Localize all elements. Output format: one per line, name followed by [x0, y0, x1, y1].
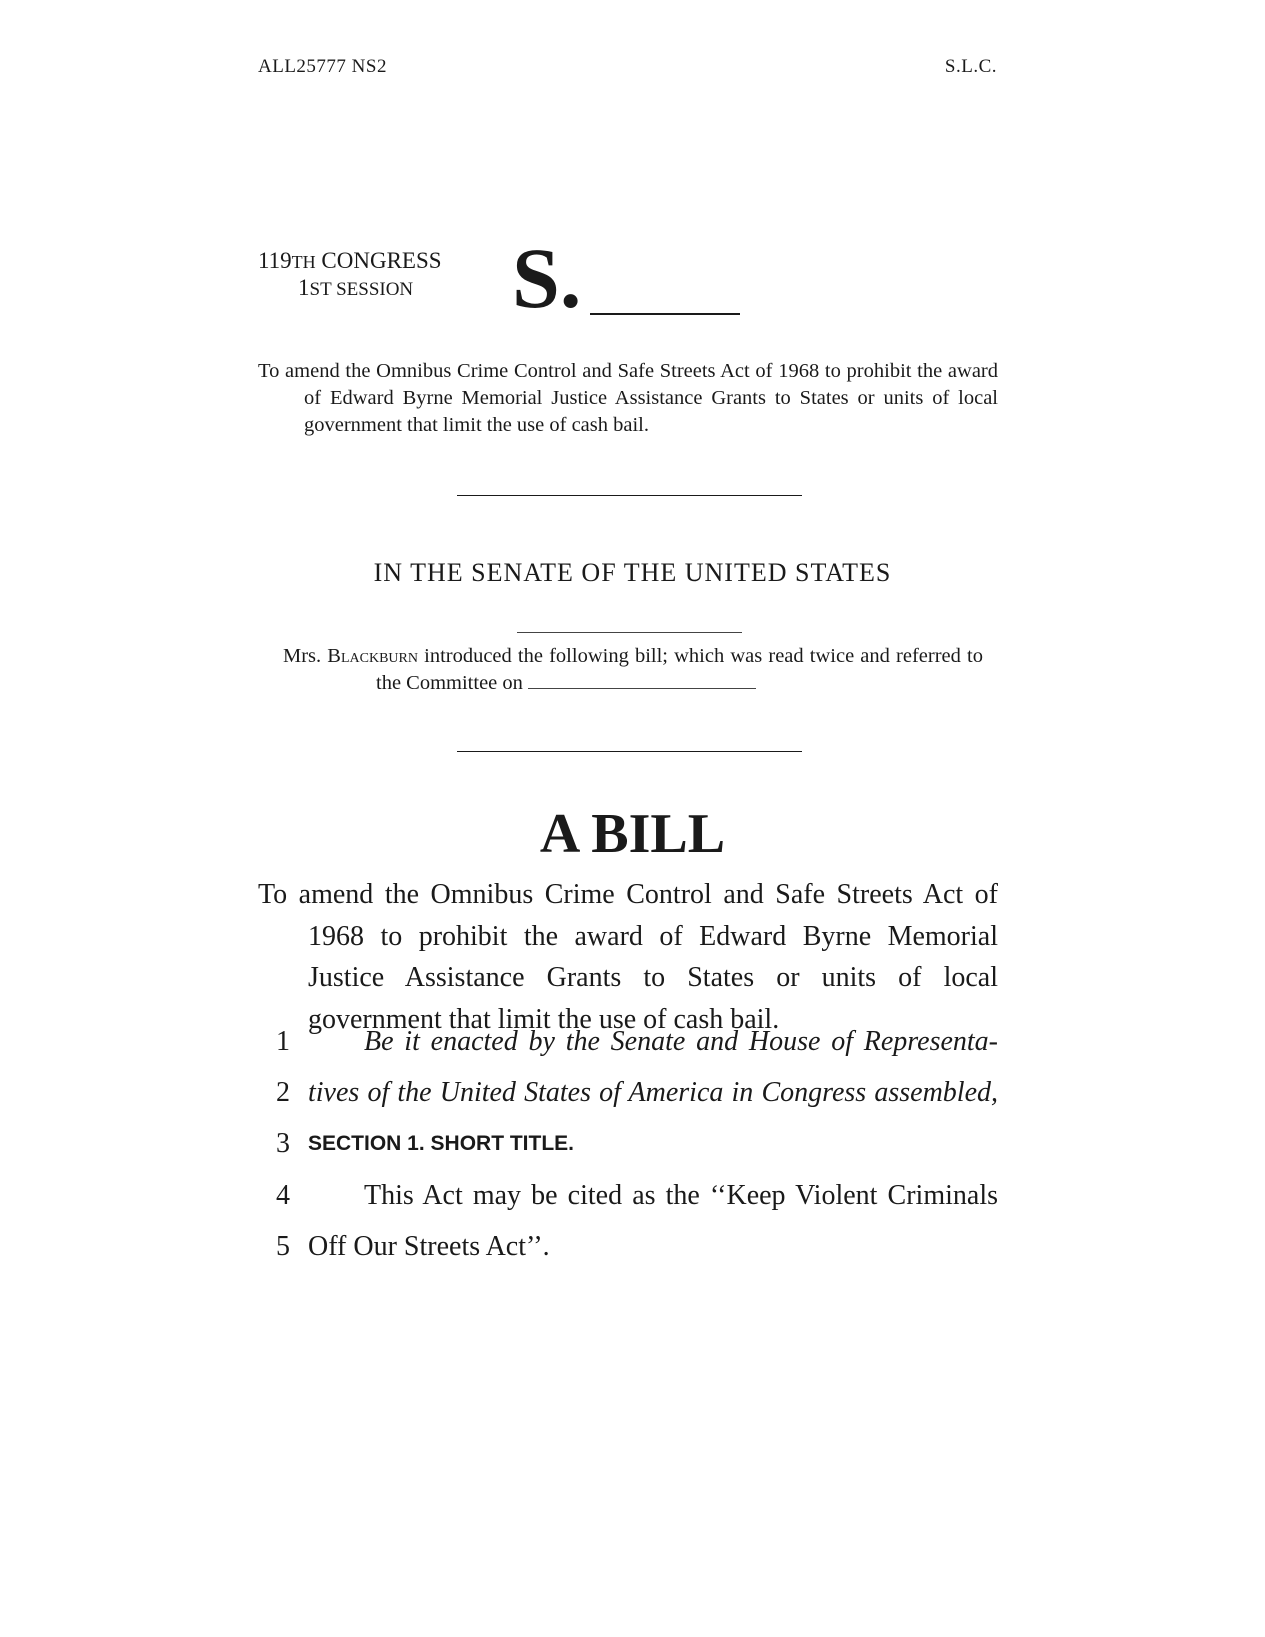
line-number: 5: [276, 1231, 290, 1262]
enacting-clause: tives of the United States of America in Congress assembled,: [308, 1077, 998, 1108]
short-description: To amend the Omnibus Crime Control and Safe Streets Act of 1968 to prohibit the award of Edward Byrne Memorial Justice Assistance Grants to States or units of local government that limit the use of cash bail.: [258, 360, 998, 436]
introduction-text: introduced the following bill; which was read twice and referred to the Committee on: [376, 645, 983, 694]
congress-label: CONGRESS: [315, 248, 442, 273]
introduction-statement: [283, 643, 983, 697]
bill-line: [0, 1124, 1265, 1164]
short-divider-rule: [517, 632, 742, 633]
committee-blank: [528, 670, 756, 689]
congress-ordinal: TH: [291, 252, 316, 272]
section-text: Off Our Streets Act’’.: [308, 1231, 550, 1262]
congress-session-block: [258, 248, 442, 303]
session-number: 1: [298, 275, 310, 300]
congress-number: 119: [258, 248, 292, 273]
bill-line: [0, 1022, 1265, 1062]
session-label: ST SESSION: [309, 279, 414, 300]
line-number: 4: [276, 1180, 290, 1211]
bill-line: [0, 1176, 1265, 1216]
a-bill-heading: A BILL: [539, 803, 726, 865]
section-heading: SECTION 1. SHORT TITLE.: [308, 1132, 575, 1155]
enacting-clause: Be it enacted by the Senate and House of Representa-: [364, 1026, 998, 1057]
sponsor-title: Mrs.: [283, 645, 328, 667]
sponsor-name: Blackburn: [327, 645, 418, 667]
bill-line: [0, 1073, 1265, 1113]
session-line: [258, 275, 442, 303]
long-title: To amend the Omnibus Crime Control and Safe Streets Act of 1968 to prohibit the award of Edward Byrne Memorial Justice Assistance Grants to States or units of local government that limit the use of cash bail.: [258, 879, 998, 1035]
in-senate-heading: IN THE SENATE OF THE UNITED STATES: [373, 558, 892, 587]
document-id: ALL25777 NS2: [258, 56, 387, 77]
bill-number-blank: [590, 313, 740, 315]
bill-line: [0, 1227, 1265, 1267]
line-number: 2: [276, 1077, 290, 1108]
line-number: 3: [276, 1128, 290, 1159]
divider-rule: [457, 751, 802, 752]
slc-marker: S.L.C.: [944, 56, 997, 77]
section-text: This Act may be cited as the ‘‘Keep Violent Criminals: [364, 1180, 998, 1211]
divider-rule: [457, 495, 802, 496]
bill-letter: S.: [512, 230, 582, 326]
line-number: 1: [276, 1026, 290, 1057]
congress-line: [258, 248, 442, 275]
